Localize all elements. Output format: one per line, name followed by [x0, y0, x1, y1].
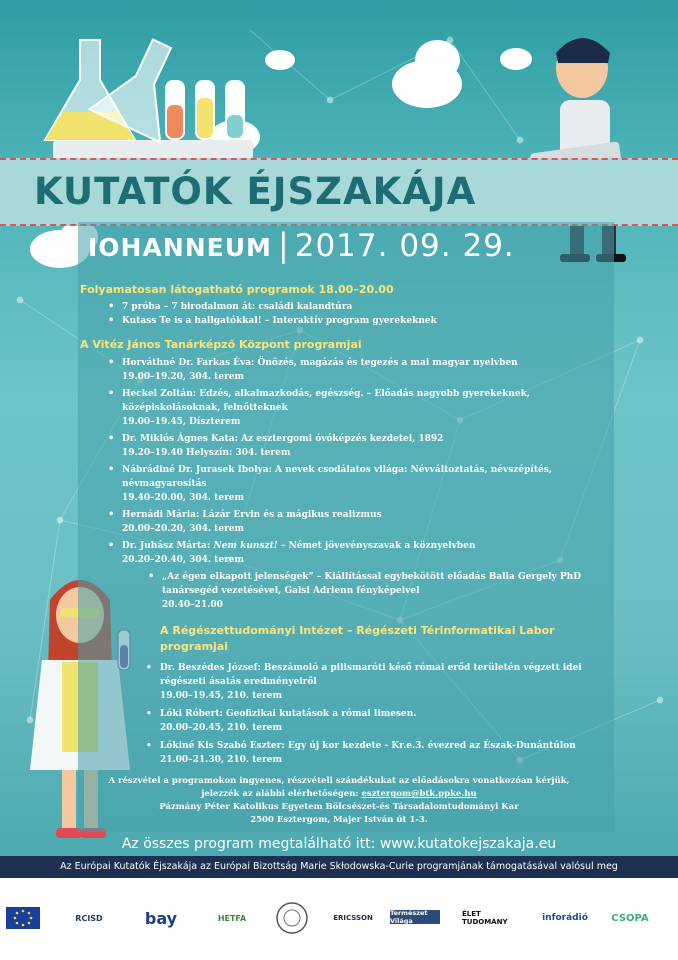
list-item — [122, 463, 605, 505]
note-prefix: jelezzék az alábbi elérhetőségen: — [201, 789, 359, 799]
section-heading: A Vitéz János Tanárképző Központ programjai — [80, 338, 362, 351]
bay-logo: bay — [144, 908, 178, 928]
list-item — [122, 387, 605, 429]
termeszet-vilaga-logo: Természet Világa — [390, 910, 440, 924]
funding-bar: Az Európai Kutatók Éjszakája az Európai Bizottság Marie Skłodowska-Curie programjának támogatásával valósul meg — [0, 856, 678, 878]
program-time: 21.00–21.30, 210. terem — [160, 755, 283, 765]
program-title: Nábrádiné Dr. Jurasek Ibolya: A nevek csodálatos világa: Névváltoztatás, névszépítés, névmagyarosítás — [122, 465, 552, 489]
section-vitez — [80, 338, 605, 612]
program-list — [160, 661, 590, 767]
program-title: Heckel Zoltán: Edzés, alkalmazkodás, egészség. – Előadás nagyobb gyerekeknek, középiskolásoknak, felnőtteknek — [122, 389, 530, 413]
list-item — [162, 570, 605, 612]
sponsor-logos — [0, 878, 678, 960]
participation-note — [100, 775, 578, 827]
list-item — [160, 739, 590, 767]
program-title: Lóki Róbert: Geofizikai kutatások a római limesen. — [160, 709, 417, 719]
page-title: KUTATÓK ÉJSZAKÁJA — [34, 170, 477, 213]
program-title: Horváthné Dr. Farkas Éva: Önözés, magázás és tegezés a mai magyar nyelvben — [122, 358, 518, 368]
program-website-link[interactable]: Az összes program megtalálható itt: www.kutatokejszakaja.eu — [121, 836, 557, 852]
elet-tudomany-logo: ÉLET TUDOMÁNY — [462, 910, 508, 926]
csopa-logo: CSOPA — [611, 912, 649, 924]
program-title: Hernádi Mária: Lázár Ervin és a mágikus realizmus — [122, 510, 382, 520]
section-regeszet — [160, 623, 590, 771]
program-title: Dr. Miklós Ágnes Kata: Az esztergomi óvóképzés kezdetei, 1892 — [122, 434, 444, 444]
university-seal-logo — [272, 898, 312, 938]
program-time: 20.00–20.20, 304. terem — [122, 524, 245, 534]
ericsson-logo: ERICSSON — [333, 914, 373, 922]
section-heading: A Régészettudományi Intézet – Régészeti Térinformatikai Labor programjai — [160, 624, 555, 653]
program-title: Dr. Beszédes József: Beszámoló a pilismaróti késő római erőd területén végzett idei régészeti ásatás eredményeiről — [160, 663, 582, 687]
list-item — [122, 356, 605, 384]
list-item — [122, 508, 605, 536]
program-title: „Az égen elkapott jelenségek” – Kiállítással egybekötött előadás Balla Gergely PhD tanársegéd vezetésével, Galsi Adrienn fényképeivel — [162, 572, 582, 596]
note-line: Pázmány Péter Katolikus Egyetem Bölcsészet-és Társadalomtudományi Kar — [159, 802, 519, 812]
list-item: • Kutass Te is a hallgatókkal! – Interaktív program gyerekeknek — [122, 314, 605, 328]
section-heading: Folyamatosan látogatható programok 18.00–20.00 — [80, 283, 394, 296]
institution-name: IOHANNEUM — [88, 233, 272, 262]
program-title: Lókiné Kis Szabó Eszter: Egy új kor kezdete - Kr.e.3. évezred az Észak-Dunántúlon — [160, 741, 576, 751]
program-title: – Német jövevényszavak a köznyelvben — [280, 541, 476, 551]
list-item — [160, 707, 590, 735]
list-item — [122, 539, 605, 567]
hetfa-logo: HETFA — [217, 913, 247, 923]
email-link[interactable]: esztergom@btk.ppke.hu — [361, 789, 477, 799]
program-time: 19.00–19.45, Díszterem — [122, 417, 241, 427]
separator: | — [277, 226, 289, 264]
subtitle — [88, 226, 515, 264]
eu-flag-logo — [6, 898, 40, 938]
program-time: 19.20–19.40 Helyszín: 304. terem — [122, 448, 291, 458]
note-line — [100, 788, 578, 801]
lab-flasks-illustration — [25, 20, 285, 180]
rcisd-logo: RCISD — [75, 913, 103, 923]
inforadio-logo: inforádió — [542, 913, 588, 923]
note-line: 2500 Esztergom, Majer István út 1-3. — [250, 815, 428, 825]
program-content — [80, 283, 605, 615]
program-time: 20.00–20.45, 210. terem — [160, 723, 283, 733]
list-item — [122, 432, 605, 460]
list-item — [160, 661, 590, 703]
program-time: 20.40–21.00 — [162, 600, 223, 610]
event-date: 2017. 09. 29. — [294, 228, 515, 264]
program-author: Dr. Juhász Márta: — [122, 541, 211, 551]
cloud — [415, 40, 460, 80]
program-time: 20.20–20.40, 304. terem — [122, 555, 245, 565]
program-time: 19.40–20.00, 304. terem — [122, 493, 245, 503]
program-list — [122, 356, 605, 567]
section-continuous — [80, 283, 605, 328]
list-item: • 7 próba – 7 birodalmon át: családi kalandtúra — [122, 300, 605, 314]
note-line: A részvétel a programokon ingyenes, részvételi szándékukat az előadásokra vonatkozóan kérjük, — [108, 776, 570, 786]
program-title-italic: Nem kunszt! — [213, 541, 278, 551]
program-time: 19.00–19.20, 304. terem — [122, 372, 245, 382]
program-list — [122, 300, 605, 328]
sub-program-list — [122, 570, 605, 612]
program-time: 19.00–19.45, 210. terem — [160, 691, 283, 701]
